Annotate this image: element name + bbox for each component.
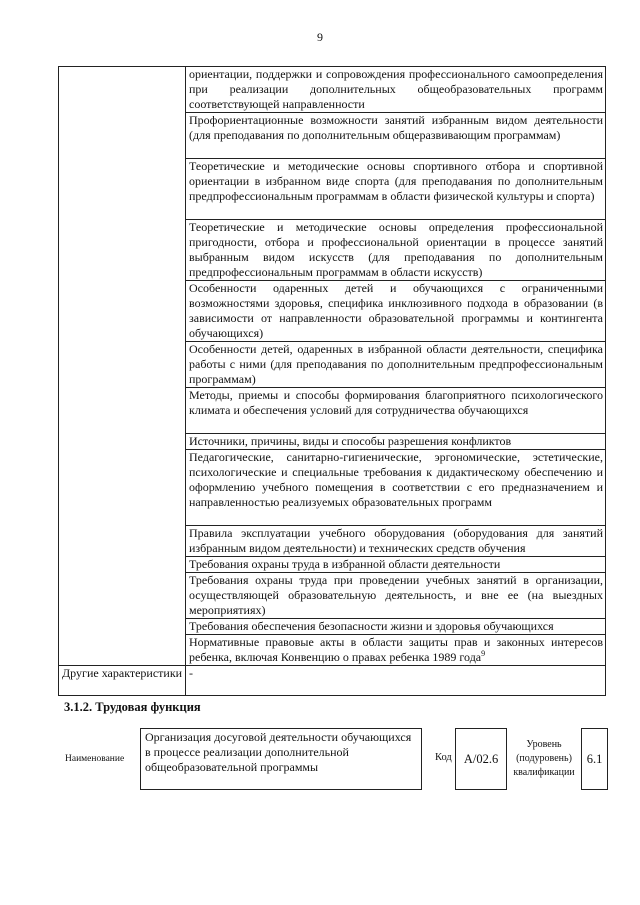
qualification-level-label: Уровень (подуровень) квалификации bbox=[513, 739, 575, 778]
table-row: Требования обеспечения безопасности жизни и здоровья обучающихся bbox=[186, 619, 606, 635]
table-row: Профориентационные возможности занятий избранным видом деятельности (для преподавания по дополнительным общеразвивающим программам) bbox=[186, 113, 606, 159]
table-row: Теоретические и методические основы определения профессиональной пригодности, отбора и профессиональной ориентации в процессе занятий выбранным видом искусств (для преподавания по дополнительным предпрофессиональным программам в области искусств) bbox=[186, 220, 606, 281]
code-value-box: А/02.6 bbox=[455, 728, 507, 790]
section-title: 3.1.2. Трудовая функция bbox=[64, 700, 201, 714]
other-characteristics-label: Другие характеристики bbox=[59, 666, 186, 696]
name-label: Наименование bbox=[65, 754, 125, 764]
table-row: Теоретические и методические основы спортивного отбора и спортивной ориентации в избранном виде спорта (для преподавания по дополнительным предпрофессиональным программам в области физической культуры и спорта) bbox=[186, 159, 606, 220]
row-text: Нормативные правовые акты в области защиты прав и законных интересов ребенка, включая Конвенцию о правах ребенка 1989 года bbox=[189, 635, 603, 664]
function-name-box: Организация досуговой деятельности обучающихся в процессе реализации дополнительной общеобразовательной программы bbox=[140, 728, 422, 790]
footnote-marker: 9 bbox=[481, 649, 486, 658]
table-row: Источники, причины, виды и способы разрешения конфликтов bbox=[186, 434, 606, 450]
knowledge-table bbox=[58, 66, 606, 696]
table-row: Педагогические, санитарно-гигиенические, эргономические, эстетические, психологические и специальные требования к дидактическому обеспечению и оформлению учебного помещения в соответствии с его предназначением и направленностью реализуемых образовательных программ bbox=[186, 450, 606, 526]
other-characteristics-value: - bbox=[186, 666, 606, 696]
table-left-empty-cell bbox=[59, 67, 186, 666]
table-row: Особенности детей, одаренных в избранной области деятельности, специфика работы с ними (для преподавания по дополнительным предпрофессиональным программам) bbox=[186, 342, 606, 388]
qualification-level-value-box: 6.1 bbox=[581, 728, 608, 790]
code-label: Код bbox=[435, 752, 452, 763]
table-row: Методы, приемы и способы формирования благоприятного психологического климата и обеспечения условий для сотрудничества обучающихся bbox=[186, 388, 606, 434]
table-row: Особенности одаренных детей и обучающихся с ограниченными возможностями здоровья, специфика инклюзивного подхода в образовании (в зависимости от направленности образовательной программы и контингента обучающихся) bbox=[186, 281, 606, 342]
table-row: Правила эксплуатации учебного оборудования (оборудования для занятий избранным видом деятельности) и технических средств обучения bbox=[186, 526, 606, 557]
table-row: Требования охраны труда в избранной области деятельности bbox=[186, 557, 606, 573]
table-row: Требования охраны труда при проведении учебных занятий в организации, осуществляющей образовательную деятельность, и вне ее (на выездных мероприятиях) bbox=[186, 573, 606, 619]
table-row: ориентации, поддержки и сопровождения профессионального самоопределения при реализации дополнительных общеобразовательных программ соответствующей направленности bbox=[186, 67, 606, 113]
table-row bbox=[186, 635, 606, 666]
page-number: 9 bbox=[317, 30, 323, 44]
